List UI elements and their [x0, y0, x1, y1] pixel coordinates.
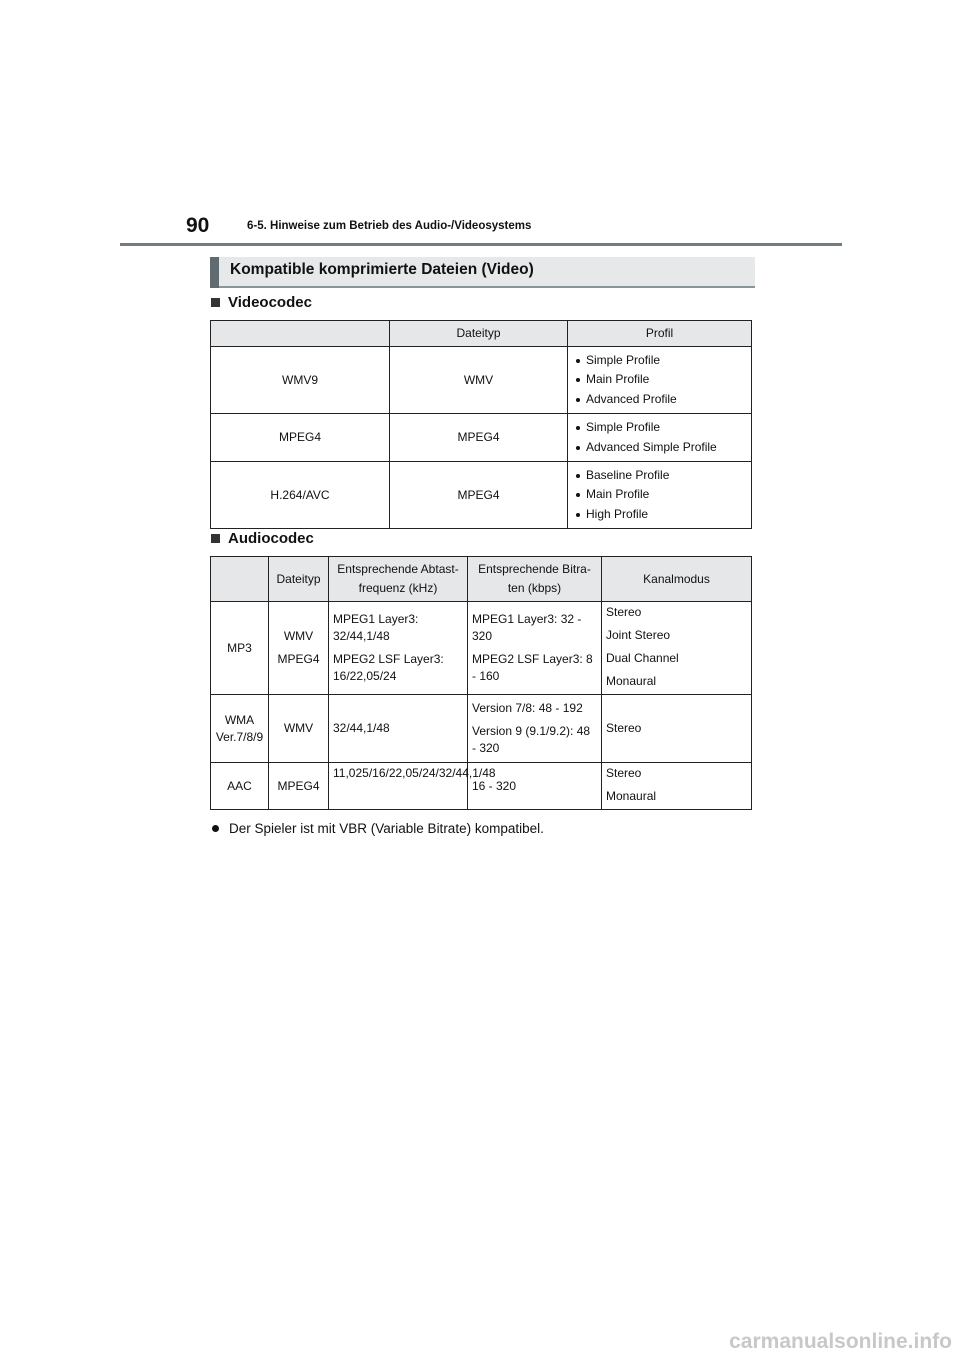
table-row — [211, 462, 752, 529]
compatibility-note-text: Der Spieler ist mit VBR (Variable Bitrate) kompatibel. — [229, 821, 544, 836]
filetype-cell: MPEG4 — [390, 462, 568, 529]
channel-mode-value: Monaural — [606, 674, 657, 688]
header-cell — [211, 321, 390, 347]
codec-cell — [211, 763, 269, 810]
filetype-cell — [269, 695, 329, 763]
codec-cell — [211, 695, 269, 763]
list-item: Main Profile — [576, 370, 747, 389]
table-row — [211, 347, 752, 414]
filetype-value: WMV — [283, 721, 314, 735]
codec-cell — [211, 602, 269, 695]
list-item: Baseline Profile — [576, 466, 747, 485]
codec-cell: MPEG4 — [211, 414, 390, 462]
frequency-value: 32/44,1/48 — [333, 721, 390, 735]
channel-mode-value: Monaural — [606, 789, 657, 803]
list-item: Advanced Simple Profile — [576, 438, 747, 457]
square-bullet-icon — [211, 534, 220, 543]
header-rule — [120, 243, 842, 246]
audio-codec-heading-text: Audiocodec — [228, 530, 314, 547]
table-row — [211, 695, 752, 763]
audio-codec-table — [210, 556, 752, 810]
frequency-value: MPEG1 Layer3: 32/44,1/48 — [333, 612, 419, 643]
list-item: Advanced Profile — [576, 390, 747, 409]
section-title: Kompatible komprimierte Dateien (Video) — [230, 261, 534, 278]
profile-cell — [568, 347, 752, 414]
frequency-cell — [329, 695, 468, 763]
codec-cell: H.264/AVC — [211, 462, 390, 529]
filetype-value: MPEG4 — [277, 778, 320, 793]
profile-cell — [568, 462, 752, 529]
list-item: Simple Profile — [576, 418, 747, 437]
filetype-value: MPEG4 — [277, 652, 320, 666]
channel-mode-value: Stereo — [606, 766, 642, 780]
video-codec-table — [210, 320, 752, 529]
channel-mode-value: Joint Stereo — [606, 628, 671, 642]
list-item: Main Profile — [576, 485, 747, 504]
bitrate-value: MPEG1 Layer3: 32 - 320 — [472, 612, 582, 643]
frequency-value: MPEG2 LSF Layer3: 16/22,05/24 — [333, 652, 444, 683]
channel-mode-value: Stereo — [606, 721, 642, 735]
header-cell — [211, 557, 269, 602]
list-item: Simple Profile — [576, 351, 747, 370]
section-heading-bar — [210, 257, 219, 288]
header-cell: Dateityp — [269, 557, 329, 602]
codec-name: WMA — [224, 712, 255, 727]
header-cell: Profil — [568, 321, 752, 347]
table-row — [211, 602, 752, 695]
filetype-cell — [269, 602, 329, 695]
channel-mode-cell — [602, 695, 752, 763]
table-row — [211, 763, 752, 810]
codec-cell: WMV9 — [211, 347, 390, 414]
header-cell: Entsprechende Abtast-frequenz (kHz) — [329, 557, 468, 602]
codec-name: MP3 — [227, 640, 252, 655]
profile-cell — [568, 414, 752, 462]
filetype-cell: MPEG4 — [390, 414, 568, 462]
filetype-cell — [269, 763, 329, 810]
video-codec-heading — [211, 294, 312, 311]
bitrate-cell — [468, 602, 602, 695]
list-item: High Profile — [576, 505, 747, 524]
watermark-logo: carmanualsonline.info — [729, 1330, 952, 1353]
channel-mode-cell — [602, 602, 752, 695]
bullet-icon — [212, 825, 219, 832]
frequency-cell — [329, 602, 468, 695]
compatibility-note — [212, 821, 544, 836]
bitrate-value: Version 9 (9.1/9.2): 48 - 320 — [472, 724, 591, 755]
table-header-row — [211, 321, 752, 347]
bitrate-cell — [468, 695, 602, 763]
header-cell: Dateityp — [390, 321, 568, 347]
channel-mode-cell — [602, 763, 752, 810]
square-bullet-icon — [211, 298, 220, 307]
filetype-value: WMV — [283, 629, 314, 643]
channel-mode-value: Stereo — [606, 605, 642, 619]
filetype-cell: WMV — [390, 347, 568, 414]
header-cell: Entsprechende Bitra-ten (kbps) — [468, 557, 602, 602]
bitrate-value: 16 - 320 — [472, 778, 517, 793]
header-cell: Kanalmodus — [602, 557, 752, 602]
video-codec-heading-text: Videocodec — [228, 294, 312, 311]
page-number: 90 — [186, 214, 210, 237]
bitrate-value: Version 7/8: 48 - 192 — [472, 701, 583, 715]
table-header-row — [211, 557, 752, 602]
codec-name: AAC — [227, 778, 252, 793]
chapter-title: 6-5. Hinweise zum Betrieb des Audio-/Videosystems — [247, 220, 532, 232]
bitrate-value: MPEG2 LSF Layer3: 8 - 160 — [472, 652, 593, 683]
audio-codec-heading — [211, 530, 314, 547]
frequency-value: 11,025/16/22,05/24/32/44,1/48 — [333, 766, 496, 780]
table-row — [211, 414, 752, 462]
channel-mode-value: Dual Channel — [606, 651, 679, 665]
section-heading — [210, 257, 755, 288]
codec-version: Ver.7/8/9 — [215, 729, 264, 744]
